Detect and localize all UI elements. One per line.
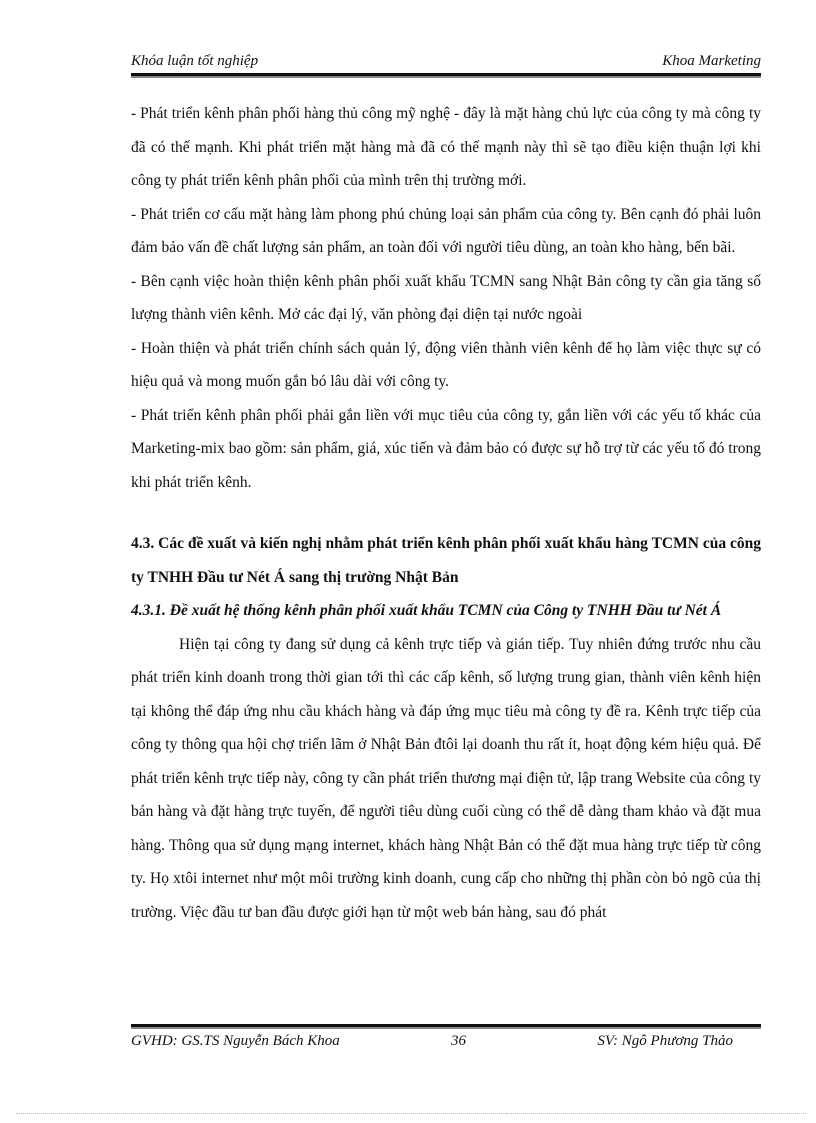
- header-left-text: Khóa luận tốt nghiệp: [131, 53, 259, 69]
- section-heading: 4.3. Các đề xuất và kiến nghị nhằm phát triển kênh phân phối xuất khẩu hàng TCMN của công ty TNHH Đầu tư Nét Á sang thị trường Nhật Bản: [131, 535, 761, 586]
- body-paragraph: - Phát triển kênh phân phối phải gắn liền với mục tiêu của công ty, gắn liền với các yếu tố khác của Marketing-mix bao gồm: sản phẩm, giá, xúc tiến và đảm bảo có được sự hỗ trợ từ các yếu tố đó trong khi phát triển kênh.: [131, 406, 762, 491]
- footer-student: SV: Ngô Phương Thảo: [597, 1033, 733, 1049]
- body-paragraph: Hiện tại công ty đang sử dụng cả kênh trực tiếp và gián tiếp. Tuy nhiên đứng trước nhu cầu phát triển kinh doanh trong thời gian tới thì các cấp kênh, số lượng trung gian, thành viên kênh hiện tại không thể đáp ứng nhu cầu khách hàng và đáp ứng mục tiêu mà công ty đề ra. Kênh trực tiếp của công ty thông qua hội chợ triển lãm ở Nhật Bản đtôi lại doanh thu rất ít, hoạt động kém hiệu quả. Để phát triển kênh trực tiếp này, công ty cần phát triển thương mại điện tử, lập trang Website của công ty bán hàng và đặt hàng trực tuyến, để người tiêu dùng cuối cùng có thể dễ dàng tham khảo và đặt mua hàng. Thông qua sử dụng mạng internet, khách hàng Nhật Bản có thể đặt mua hàng trực tiếp từ công ty. Họ xtôi internet như một môi trường kinh doanh, cung cấp cho những thị phần còn bỏ ngõ của thị trường. Việc đầu tư ban đầu được giới hạn từ một web bán hàng, sau đó phát: [131, 635, 761, 921]
- page-body: [131, 97, 761, 929]
- subsection-heading: 4.3.1. Đề xuất hệ thống kênh phân phối xuất khẩu TCMN của Công ty TNHH Đầu tư Nét Á: [131, 602, 722, 619]
- header-divider-shadow: [131, 76, 761, 78]
- page-number: 36: [451, 1033, 466, 1049]
- header-right-text: Khoa Marketing: [662, 53, 761, 69]
- page-boundary-dotted-line: [16, 1113, 506, 1114]
- page-boundary-dotted-line: [506, 1113, 806, 1114]
- body-paragraph: - Phát triển kênh phân phối hàng thủ công mỹ nghệ - đây là mặt hàng chủ lực của công ty mà công ty đã có thế mạnh. Khi phát triển mặt hàng mà đã có thế mạnh này thì sẽ tạo điều kiện thuận lợi khi công ty phát triển kênh phân phối của mình trên thị trường mới.: [131, 105, 761, 189]
- body-paragraph: - Phát triển cơ cấu mặt hàng làm phong phú chủng loại sản phẩm của công ty. Bên cạnh đó phải luôn đảm bảo vấn đề chất lượng sản phẩm, an toàn đối với người tiêu dùng, an toàn kho hàng, bến bãi.: [131, 205, 761, 256]
- body-paragraph: - Hoàn thiện và phát triển chính sách quản lý, động viên thành viên kênh để họ làm việc thực sự có hiệu quả và mong muốn gắn bó lâu dài với công ty.: [131, 339, 761, 390]
- body-paragraph: - Bên cạnh việc hoàn thiện kênh phân phối xuất khẩu TCMN sang Nhật Bản công ty cần gia tăng số lượng thành viên kênh. Mở các đại lý, văn phòng đại diện tại nước ngoài: [131, 272, 761, 323]
- page-footer: [131, 1033, 761, 1053]
- page-header: [131, 53, 761, 73]
- footer-advisor: GVHD: GS.TS Nguyễn Bách Khoa: [131, 1033, 340, 1049]
- footer-divider-shadow: [131, 1027, 761, 1029]
